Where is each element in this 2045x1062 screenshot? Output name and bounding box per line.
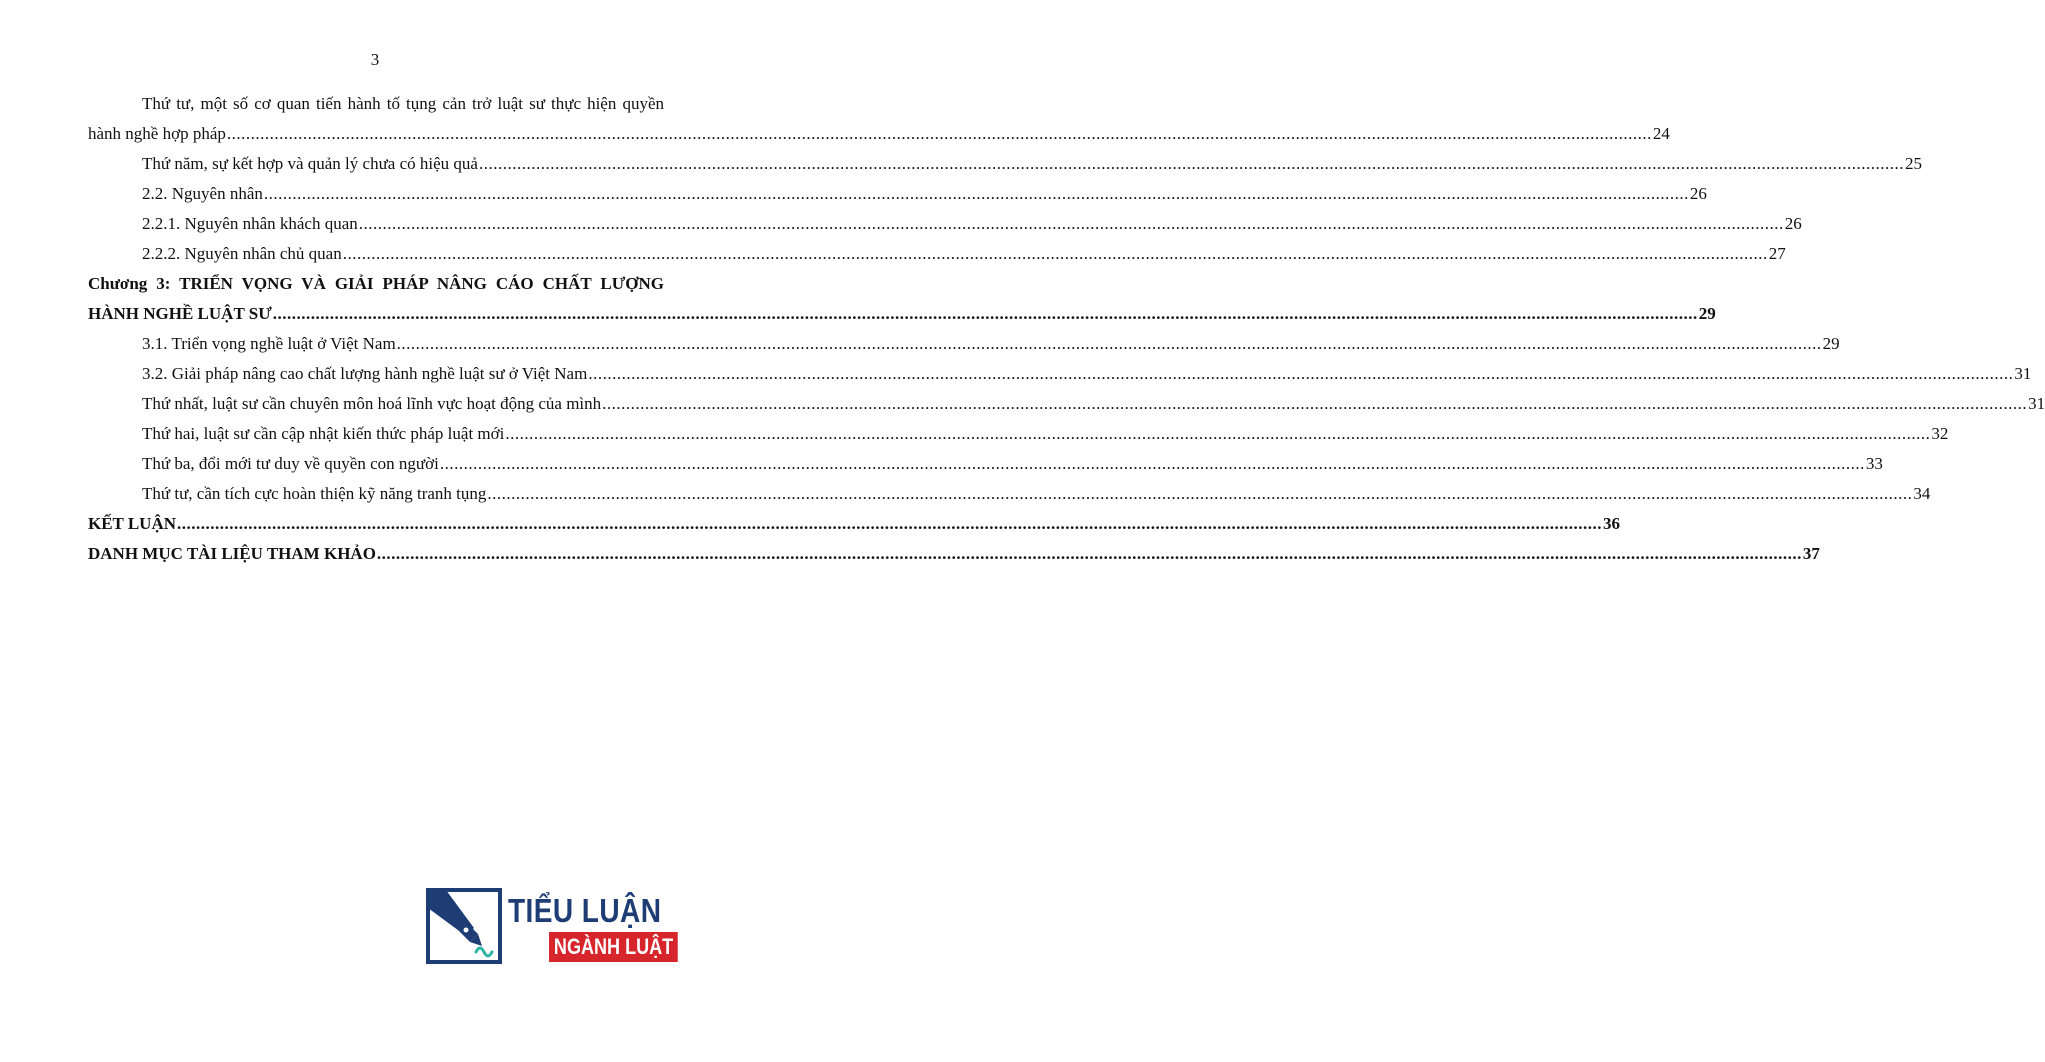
toc-dot-leader: ............................................................................................................................................................................................................................................................................................................	[396, 334, 1822, 353]
toc-entry-title: 2.2. Nguyên nhân	[142, 184, 263, 203]
toc-dot-leader: ............................................................................................................................................................................................................................................................................................................	[487, 484, 1913, 503]
toc-entry[interactable]	[88, 239, 1786, 269]
toc-entry-page: 26	[1784, 214, 1802, 233]
toc-entry-title: 3.1. Triển vọng nghề luật ở Việt Nam	[142, 334, 396, 353]
toc-entry-page: 29	[1698, 304, 1716, 323]
toc-entry-page: 36	[1603, 514, 1621, 533]
toc-entry-title: Thứ năm, sự kết hợp và quản lý chưa có hiệu quả	[142, 154, 478, 173]
toc-entry-page: 24	[1652, 124, 1670, 143]
toc-entry-page: 31	[2014, 364, 2032, 383]
toc-dot-leader: ............................................................................................................................................................................................................................................................................................................	[478, 154, 1904, 173]
toc-entry-title: Thứ ba, đổi mới tư duy về quyền con người	[142, 454, 439, 473]
toc-entry[interactable]	[88, 299, 1716, 329]
toc-entry-title: hành nghề hợp pháp	[88, 124, 226, 143]
logo-text-tieu-luan: TIỂU LUẬN	[508, 892, 662, 929]
toc-dot-leader: ............................................................................................................................................................................................................................................................................................................	[602, 394, 2028, 413]
toc-entry-page: 29	[1822, 334, 1840, 353]
page-number: 3	[370, 50, 380, 69]
toc-entry-title: 2.2.2. Nguyên nhân chủ quan	[142, 244, 342, 263]
toc-entry[interactable]	[88, 179, 1707, 209]
toc-entry-page: 32	[1931, 424, 1949, 443]
toc-dot-leader: ............................................................................................................................................................................................................................................................................................................	[226, 124, 1652, 143]
toc-entry-title: Thứ tư, cần tích cực hoàn thiện kỹ năng tranh tụng	[142, 484, 487, 503]
toc-entry[interactable]	[88, 389, 2045, 419]
toc-dot-leader: ............................................................................................................................................................................................................................................................................................................	[505, 424, 1931, 443]
toc-entry-title: Chương 3: TRIỂN VỌNG VÀ GIẢI PHÁP NÂNG CÁO CHẤT LƯỢNG	[88, 274, 664, 293]
toc-entry[interactable]	[88, 269, 664, 299]
toc-entry[interactable]	[88, 539, 1820, 569]
toc-entry-title: 3.2. Giải pháp nâng cao chất lượng hành nghề luật sư ở Việt Nam	[142, 364, 588, 383]
toc-entry-title: Thứ hai, luật sư cần cập nhật kiến thức pháp luật mới	[142, 424, 505, 443]
toc-dot-leader: ............................................................................................................................................................................................................................................................................................................	[358, 214, 1784, 233]
toc-entry[interactable]	[88, 359, 2032, 389]
toc-dot-leader: ............................................................................................................................................................................................................................................................................................................	[263, 184, 1689, 203]
tieu-luan-logo	[426, 888, 674, 968]
toc-entry-page: 25	[1904, 154, 1922, 173]
toc-entry-page: 33	[1865, 454, 1883, 473]
toc-entry-title: HÀNH NGHỀ LUẬT SƯ	[88, 304, 272, 323]
toc-entry[interactable]	[88, 149, 1922, 179]
logo-text-nganh-luat: NGÀNH LUẬT	[549, 932, 678, 962]
toc-entry[interactable]	[88, 329, 1840, 359]
toc-entry[interactable]	[88, 209, 1802, 239]
toc-dot-leader: ............................................................................................................................................................................................................................................................................................................	[342, 244, 1768, 263]
toc-entry[interactable]	[88, 89, 664, 119]
toc-entry-title: DANH MỤC TÀI LIỆU THAM KHẢO	[88, 544, 376, 563]
toc-entry-page: 26	[1689, 184, 1707, 203]
toc-entry[interactable]	[88, 119, 1670, 149]
toc-entry-page: 34	[1913, 484, 1931, 503]
table-of-contents	[88, 89, 2045, 569]
toc-dot-leader: ............................................................................................................................................................................................................................................................................................................	[588, 364, 2014, 383]
toc-entry-page: 27	[1768, 244, 1786, 263]
toc-entry-title: 2.2.1. Nguyên nhân khách quan	[142, 214, 358, 233]
toc-entry-page: 31	[2028, 394, 2045, 413]
toc-entry-title: Thứ nhất, luật sư cần chuyên môn hoá lĩnh vực hoạt động của mình	[142, 394, 602, 413]
fountain-pen-icon	[426, 888, 502, 964]
toc-dot-leader: ............................................................................................................................................................................................................................................................................................................	[272, 304, 1698, 323]
toc-entry[interactable]	[88, 419, 1949, 449]
toc-entry[interactable]	[88, 509, 1621, 539]
toc-dot-leader: ............................................................................................................................................................................................................................................................................................................	[376, 544, 1802, 563]
toc-entry-page: 37	[1802, 544, 1820, 563]
toc-entry-title: KẾT LUẬN	[88, 514, 177, 533]
toc-dot-leader: ............................................................................................................................................................................................................................................................................................................	[439, 454, 1865, 473]
toc-dot-leader: ............................................................................................................................................................................................................................................................................................................	[177, 514, 1603, 533]
toc-entry-title: Thứ tư, một số cơ quan tiến hành tố tụng cản trở luật sư thực hiện quyền	[142, 94, 664, 113]
toc-entry[interactable]	[88, 479, 1931, 509]
toc-entry[interactable]	[88, 449, 1883, 479]
